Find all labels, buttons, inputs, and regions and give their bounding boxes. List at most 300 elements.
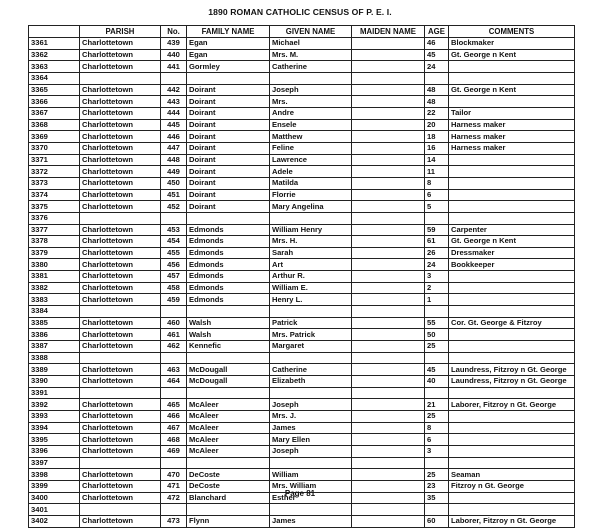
age-cell: 46 xyxy=(425,38,449,50)
given-name-cell xyxy=(270,387,352,399)
age-cell: 61 xyxy=(425,236,449,248)
age-cell: 14 xyxy=(425,154,449,166)
table-row xyxy=(29,457,575,469)
comments-cell xyxy=(449,212,575,224)
maiden-name-cell xyxy=(352,271,425,283)
row-index-cell: 3394 xyxy=(29,422,80,434)
comments-cell xyxy=(449,504,575,516)
family-name-cell: Doirant xyxy=(187,119,270,131)
comments-cell xyxy=(449,341,575,353)
number-cell: 472 xyxy=(161,492,187,504)
comments-cell xyxy=(449,434,575,446)
age-cell: 6 xyxy=(425,189,449,201)
maiden-name-cell xyxy=(352,154,425,166)
table-row xyxy=(29,376,575,388)
number-cell xyxy=(161,212,187,224)
row-index-cell: 3371 xyxy=(29,154,80,166)
row-index-cell: 3393 xyxy=(29,411,80,423)
parish-cell: Charlottetown xyxy=(80,236,161,248)
age-cell: 48 xyxy=(425,96,449,108)
number-cell: 442 xyxy=(161,84,187,96)
row-index-cell: 3399 xyxy=(29,480,80,492)
parish-cell xyxy=(80,352,161,364)
maiden-name-cell xyxy=(352,282,425,294)
comments-cell: Cor. Gt. George & Fitzroy xyxy=(449,317,575,329)
number-cell: 440 xyxy=(161,49,187,61)
maiden-name-cell xyxy=(352,434,425,446)
table-row xyxy=(29,38,575,50)
comments-cell: Gt. George n Kent xyxy=(449,49,575,61)
row-index-cell: 3384 xyxy=(29,306,80,318)
age-cell: 50 xyxy=(425,329,449,341)
given-name-cell xyxy=(270,306,352,318)
maiden-name-cell xyxy=(352,119,425,131)
comments-cell xyxy=(449,166,575,178)
comments-cell: Laundress, Fitzroy n Gt. George xyxy=(449,364,575,376)
table-row xyxy=(29,352,575,364)
table-row xyxy=(29,49,575,61)
row-index-cell: 3396 xyxy=(29,445,80,457)
comments-cell: Seaman xyxy=(449,469,575,481)
given-name-cell: Matilda xyxy=(270,177,352,189)
given-name-cell: Michael xyxy=(270,38,352,50)
parish-cell: Charlottetown xyxy=(80,189,161,201)
parish-cell: Charlottetown xyxy=(80,422,161,434)
given-name-cell: Catherine xyxy=(270,61,352,73)
age-cell: 20 xyxy=(425,119,449,131)
given-name-cell: Lawrence xyxy=(270,154,352,166)
given-name-cell: Joseph xyxy=(270,445,352,457)
parish-cell: Charlottetown xyxy=(80,131,161,143)
maiden-name-cell xyxy=(352,445,425,457)
table-row xyxy=(29,166,575,178)
given-name-cell: Feline xyxy=(270,142,352,154)
family-name-cell: Egan xyxy=(187,38,270,50)
age-cell: 45 xyxy=(425,49,449,61)
row-index-cell: 3366 xyxy=(29,96,80,108)
given-name-cell: Sarah xyxy=(270,247,352,259)
table-row xyxy=(29,317,575,329)
row-index-cell: 3401 xyxy=(29,504,80,516)
table-row xyxy=(29,72,575,84)
family-name-cell: McAleer xyxy=(187,445,270,457)
table-row xyxy=(29,61,575,73)
parish-cell: Charlottetown xyxy=(80,434,161,446)
given-name-cell: Ensele xyxy=(270,119,352,131)
maiden-name-cell xyxy=(352,504,425,516)
comments-cell xyxy=(449,189,575,201)
maiden-name-cell xyxy=(352,131,425,143)
header-cell-comments: COMMENTS xyxy=(449,26,575,38)
family-name-cell: DeCoste xyxy=(187,469,270,481)
number-cell: 451 xyxy=(161,189,187,201)
parish-cell: Charlottetown xyxy=(80,247,161,259)
age-cell xyxy=(425,72,449,84)
given-name-cell: Margaret xyxy=(270,341,352,353)
table-row xyxy=(29,434,575,446)
parish-cell: Charlottetown xyxy=(80,224,161,236)
comments-cell: Harness maker xyxy=(449,142,575,154)
family-name-cell xyxy=(187,504,270,516)
row-index-cell: 3390 xyxy=(29,376,80,388)
age-cell: 3 xyxy=(425,271,449,283)
row-index-cell: 3377 xyxy=(29,224,80,236)
parish-cell: Charlottetown xyxy=(80,399,161,411)
given-name-cell: William xyxy=(270,469,352,481)
family-name-cell: Doirant xyxy=(187,142,270,154)
comments-cell xyxy=(449,329,575,341)
row-index-cell: 3373 xyxy=(29,177,80,189)
row-index-cell: 3402 xyxy=(29,515,80,527)
maiden-name-cell xyxy=(352,341,425,353)
maiden-name-cell xyxy=(352,247,425,259)
age-cell: 16 xyxy=(425,142,449,154)
number-cell: 466 xyxy=(161,411,187,423)
family-name-cell: Edmonds xyxy=(187,294,270,306)
family-name-cell xyxy=(187,352,270,364)
given-name-cell xyxy=(270,504,352,516)
row-index-cell: 3397 xyxy=(29,457,80,469)
row-index-cell: 3369 xyxy=(29,131,80,143)
header-cell-maiden-name: MAIDEN NAME xyxy=(352,26,425,38)
comments-cell xyxy=(449,282,575,294)
maiden-name-cell xyxy=(352,236,425,248)
family-name-cell: Edmonds xyxy=(187,236,270,248)
parish-cell: Charlottetown xyxy=(80,166,161,178)
number-cell xyxy=(161,352,187,364)
family-name-cell xyxy=(187,306,270,318)
parish-cell: Charlottetown xyxy=(80,107,161,119)
table-row xyxy=(29,107,575,119)
family-name-cell: Doirant xyxy=(187,201,270,213)
number-cell: 468 xyxy=(161,434,187,446)
family-name-cell: Walsh xyxy=(187,329,270,341)
table-row xyxy=(29,84,575,96)
number-cell xyxy=(161,504,187,516)
parish-cell: Charlottetown xyxy=(80,411,161,423)
row-index-cell: 3398 xyxy=(29,469,80,481)
given-name-cell: Mrs. M. xyxy=(270,49,352,61)
given-name-cell: Mary Ellen xyxy=(270,434,352,446)
table-row xyxy=(29,399,575,411)
given-name-cell: Catherine xyxy=(270,364,352,376)
table-row xyxy=(29,201,575,213)
age-cell: 2 xyxy=(425,282,449,294)
page-number: Page 81 xyxy=(284,489,316,498)
number-cell: 470 xyxy=(161,469,187,481)
table-row xyxy=(29,96,575,108)
number-cell: 457 xyxy=(161,271,187,283)
row-index-cell: 3388 xyxy=(29,352,80,364)
given-name-cell xyxy=(270,212,352,224)
table-row xyxy=(29,236,575,248)
number-cell xyxy=(161,387,187,399)
row-index-cell: 3376 xyxy=(29,212,80,224)
table-row xyxy=(29,469,575,481)
number-cell xyxy=(161,457,187,469)
parish-cell xyxy=(80,306,161,318)
parish-cell: Charlottetown xyxy=(80,492,161,504)
age-cell: 40 xyxy=(425,376,449,388)
given-name-cell: Mrs. H. xyxy=(270,236,352,248)
parish-cell: Charlottetown xyxy=(80,364,161,376)
age-cell: 5 xyxy=(425,201,449,213)
maiden-name-cell xyxy=(352,142,425,154)
family-name-cell: McAleer xyxy=(187,422,270,434)
given-name-cell xyxy=(270,72,352,84)
maiden-name-cell xyxy=(352,177,425,189)
maiden-name-cell xyxy=(352,457,425,469)
given-name-cell: Florrie xyxy=(270,189,352,201)
table-row xyxy=(29,364,575,376)
header-cell-parish: PARISH xyxy=(80,26,161,38)
comments-cell xyxy=(449,411,575,423)
row-index-cell: 3364 xyxy=(29,72,80,84)
number-cell: 455 xyxy=(161,247,187,259)
number-cell: 471 xyxy=(161,480,187,492)
age-cell: 11 xyxy=(425,166,449,178)
age-cell: 25 xyxy=(425,411,449,423)
row-index-cell: 3391 xyxy=(29,387,80,399)
comments-cell xyxy=(449,457,575,469)
comments-cell xyxy=(449,352,575,364)
parish-cell: Charlottetown xyxy=(80,282,161,294)
maiden-name-cell xyxy=(352,49,425,61)
maiden-name-cell xyxy=(352,189,425,201)
parish-cell: Charlottetown xyxy=(80,259,161,271)
family-name-cell: Gormley xyxy=(187,61,270,73)
row-index-cell: 3361 xyxy=(29,38,80,50)
comments-cell: Dressmaker xyxy=(449,247,575,259)
given-name-cell: William E. xyxy=(270,282,352,294)
number-cell: 443 xyxy=(161,96,187,108)
maiden-name-cell xyxy=(352,96,425,108)
table-row xyxy=(29,329,575,341)
maiden-name-cell xyxy=(352,72,425,84)
number-cell xyxy=(161,72,187,84)
age-cell xyxy=(425,387,449,399)
header-row xyxy=(29,26,575,38)
table-row xyxy=(29,504,575,516)
parish-cell: Charlottetown xyxy=(80,61,161,73)
parish-cell xyxy=(80,504,161,516)
family-name-cell xyxy=(187,212,270,224)
given-name-cell: Mary Angelina xyxy=(270,201,352,213)
comments-cell xyxy=(449,422,575,434)
age-cell: 6 xyxy=(425,434,449,446)
comments-cell xyxy=(449,445,575,457)
parish-cell: Charlottetown xyxy=(80,515,161,527)
age-cell: 35 xyxy=(425,492,449,504)
age-cell: 18 xyxy=(425,131,449,143)
maiden-name-cell xyxy=(352,84,425,96)
comments-cell xyxy=(449,201,575,213)
comments-cell xyxy=(449,387,575,399)
maiden-name-cell xyxy=(352,259,425,271)
given-name-cell: William Henry xyxy=(270,224,352,236)
row-index-cell: 3367 xyxy=(29,107,80,119)
maiden-name-cell xyxy=(352,376,425,388)
given-name-cell: Elizabeth xyxy=(270,376,352,388)
row-index-cell: 3381 xyxy=(29,271,80,283)
row-index-cell: 3374 xyxy=(29,189,80,201)
family-name-cell: Doirant xyxy=(187,166,270,178)
table-row xyxy=(29,271,575,283)
age-cell: 8 xyxy=(425,422,449,434)
family-name-cell: McDougall xyxy=(187,376,270,388)
parish-cell xyxy=(80,212,161,224)
parish-cell: Charlottetown xyxy=(80,38,161,50)
family-name-cell xyxy=(187,387,270,399)
parish-cell: Charlottetown xyxy=(80,317,161,329)
family-name-cell: Doirant xyxy=(187,154,270,166)
row-index-cell: 3378 xyxy=(29,236,80,248)
number-cell: 445 xyxy=(161,119,187,131)
number-cell: 464 xyxy=(161,376,187,388)
parish-cell: Charlottetown xyxy=(80,294,161,306)
family-name-cell xyxy=(187,72,270,84)
parish-cell: Charlottetown xyxy=(80,271,161,283)
comments-cell xyxy=(449,271,575,283)
age-cell: 3 xyxy=(425,445,449,457)
row-index-cell: 3380 xyxy=(29,259,80,271)
family-name-cell: McAleer xyxy=(187,411,270,423)
age-cell xyxy=(425,457,449,469)
age-cell: 22 xyxy=(425,107,449,119)
number-cell: 453 xyxy=(161,224,187,236)
comments-cell: Gt. George n Kent xyxy=(449,236,575,248)
table-row xyxy=(29,422,575,434)
header-cell-age: AGE xyxy=(425,26,449,38)
age-cell: 26 xyxy=(425,247,449,259)
age-cell: 24 xyxy=(425,61,449,73)
family-name-cell: Doirant xyxy=(187,177,270,189)
maiden-name-cell xyxy=(352,399,425,411)
number-cell: 452 xyxy=(161,201,187,213)
given-name-cell xyxy=(270,352,352,364)
maiden-name-cell xyxy=(352,212,425,224)
header-cell-index xyxy=(29,26,80,38)
table-row xyxy=(29,341,575,353)
table-row xyxy=(29,224,575,236)
row-index-cell: 3370 xyxy=(29,142,80,154)
maiden-name-cell xyxy=(352,201,425,213)
table-row xyxy=(29,212,575,224)
family-name-cell: Doirant xyxy=(187,84,270,96)
number-cell: 462 xyxy=(161,341,187,353)
family-name-cell: Edmonds xyxy=(187,224,270,236)
age-cell: 48 xyxy=(425,84,449,96)
number-cell: 454 xyxy=(161,236,187,248)
table-row xyxy=(29,282,575,294)
age-cell: 45 xyxy=(425,364,449,376)
comments-cell: Laborer, Fitzroy n Gt. George xyxy=(449,515,575,527)
family-name-cell: Doirant xyxy=(187,189,270,201)
maiden-name-cell xyxy=(352,107,425,119)
age-cell: 8 xyxy=(425,177,449,189)
family-name-cell: DeCoste xyxy=(187,480,270,492)
family-name-cell: Doirant xyxy=(187,107,270,119)
number-cell: 467 xyxy=(161,422,187,434)
parish-cell: Charlottetown xyxy=(80,329,161,341)
parish-cell: Charlottetown xyxy=(80,201,161,213)
number-cell: 460 xyxy=(161,317,187,329)
number-cell: 461 xyxy=(161,329,187,341)
maiden-name-cell xyxy=(352,422,425,434)
maiden-name-cell xyxy=(352,294,425,306)
age-cell: 55 xyxy=(425,317,449,329)
comments-cell xyxy=(449,294,575,306)
row-index-cell: 3392 xyxy=(29,399,80,411)
comments-cell xyxy=(449,306,575,318)
row-index-cell: 3386 xyxy=(29,329,80,341)
number-cell: 446 xyxy=(161,131,187,143)
number-cell xyxy=(161,306,187,318)
age-cell: 25 xyxy=(425,469,449,481)
family-name-cell: Edmonds xyxy=(187,247,270,259)
family-name-cell: Doirant xyxy=(187,96,270,108)
age-cell: 25 xyxy=(425,341,449,353)
number-cell: 447 xyxy=(161,142,187,154)
given-name-cell: James xyxy=(270,515,352,527)
row-index-cell: 3387 xyxy=(29,341,80,353)
comments-cell: Bookkeeper xyxy=(449,259,575,271)
family-name-cell: McDougall xyxy=(187,364,270,376)
given-name-cell: Mrs. J. xyxy=(270,411,352,423)
parish-cell: Charlottetown xyxy=(80,49,161,61)
number-cell: 439 xyxy=(161,38,187,50)
given-name-cell: Joseph xyxy=(270,84,352,96)
census-table-body xyxy=(29,38,575,528)
maiden-name-cell xyxy=(352,166,425,178)
family-name-cell: Egan xyxy=(187,49,270,61)
number-cell: 441 xyxy=(161,61,187,73)
number-cell: 459 xyxy=(161,294,187,306)
comments-cell: Tailor xyxy=(449,107,575,119)
age-cell: 21 xyxy=(425,399,449,411)
maiden-name-cell xyxy=(352,306,425,318)
table-row xyxy=(29,515,575,527)
comments-cell: Blockmaker xyxy=(449,38,575,50)
table-row xyxy=(29,306,575,318)
family-name-cell: Kennefic xyxy=(187,341,270,353)
family-name-cell: Flynn xyxy=(187,515,270,527)
table-row xyxy=(29,142,575,154)
given-name-cell: Adele xyxy=(270,166,352,178)
header-cell-number: No. xyxy=(161,26,187,38)
parish-cell: Charlottetown xyxy=(80,480,161,492)
row-index-cell: 3372 xyxy=(29,166,80,178)
table-row xyxy=(29,411,575,423)
row-index-cell: 3382 xyxy=(29,282,80,294)
given-name-cell: Esther xyxy=(270,492,352,504)
number-cell: 463 xyxy=(161,364,187,376)
table-row xyxy=(29,387,575,399)
given-name-cell: Art xyxy=(270,259,352,271)
family-name-cell: Walsh xyxy=(187,317,270,329)
given-name-cell: Andre xyxy=(270,107,352,119)
number-cell: 469 xyxy=(161,445,187,457)
given-name-cell: Mrs. xyxy=(270,96,352,108)
given-name-cell: Mrs. Patrick xyxy=(270,329,352,341)
family-name-cell: Edmonds xyxy=(187,282,270,294)
row-index-cell: 3365 xyxy=(29,84,80,96)
age-cell: 59 xyxy=(425,224,449,236)
number-cell: 456 xyxy=(161,259,187,271)
parish-cell: Charlottetown xyxy=(80,154,161,166)
row-index-cell: 3385 xyxy=(29,317,80,329)
table-row xyxy=(29,259,575,271)
